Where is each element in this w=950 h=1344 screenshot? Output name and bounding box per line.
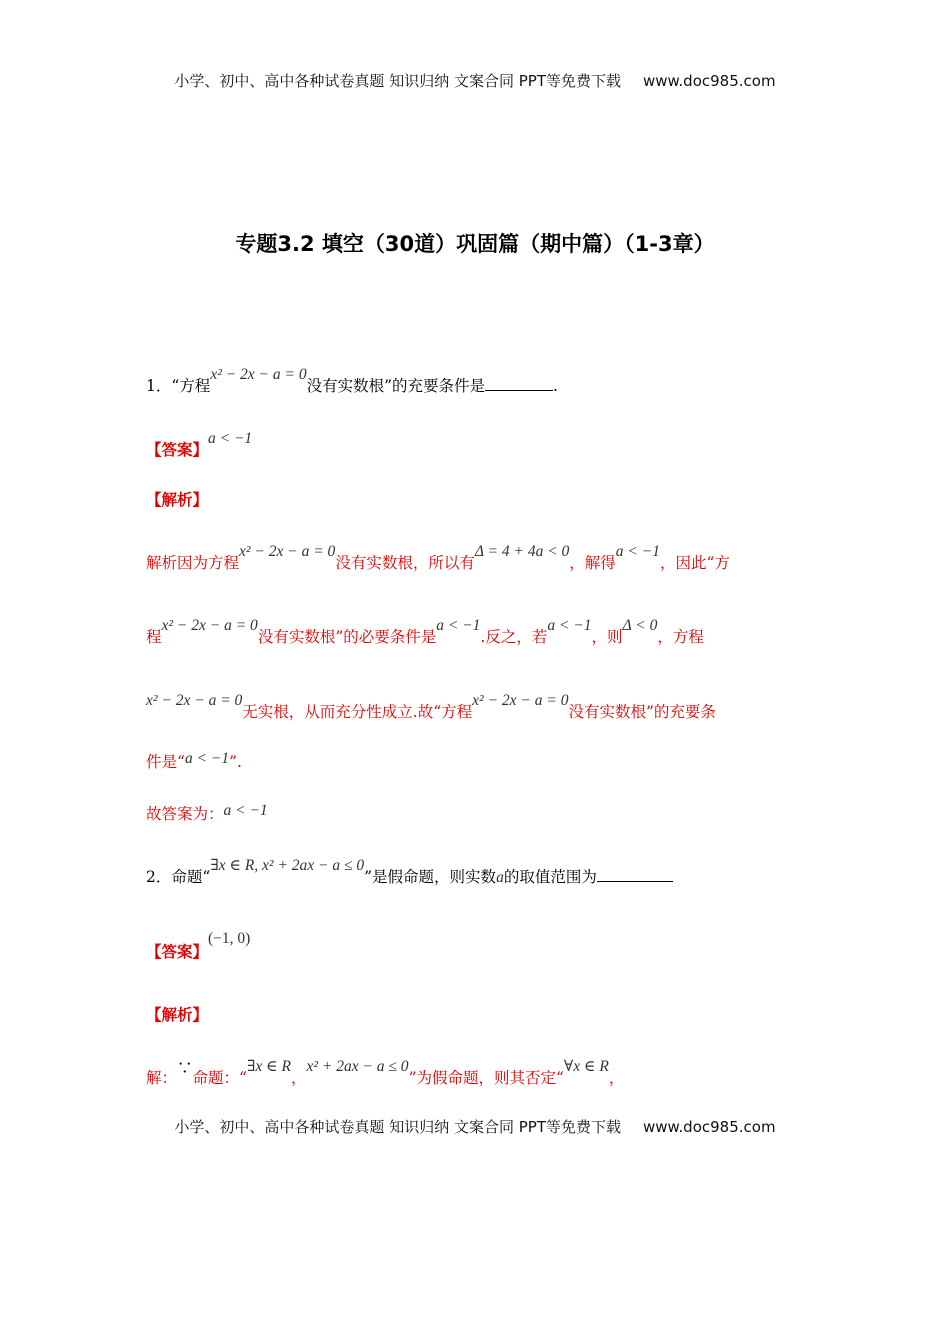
q2-number: 2． — [146, 868, 172, 886]
analysis-text: ，因此“方 — [659, 554, 730, 572]
q1-analysis-line-2 — [146, 617, 704, 647]
analysis-text: ， — [290, 1069, 307, 1087]
q1-text-2: 没有实数根”的充要条件是 — [306, 377, 486, 395]
q2-answer-line — [146, 930, 251, 962]
analysis-eq: a < −1 — [436, 617, 481, 634]
analysis-eq: a < −1 — [547, 617, 592, 634]
q1-analysis-line-4 — [146, 750, 242, 772]
analysis-eq: ∀x ∈ R — [563, 1058, 609, 1075]
analysis-label: 【解析】 — [146, 490, 209, 509]
analysis-text: 解析因为方程 — [146, 554, 240, 572]
q2-variable: a — [496, 869, 504, 886]
analysis-eq: Δ = 4 + 4a < 0 — [474, 543, 570, 560]
q1-number: 1． — [146, 377, 172, 395]
footer-site[interactable]: www.doc985.com — [642, 1118, 776, 1136]
analysis-text: ，解得 — [569, 554, 616, 572]
q2-analysis-label-line — [146, 1003, 208, 1025]
analysis-eq: Δ < 0 — [622, 617, 658, 634]
final-text: 故答案为： — [146, 805, 224, 823]
q1-answer: a < −1 — [208, 430, 253, 447]
answer-label: 【答案】 — [146, 942, 209, 961]
analysis-text: ，方程 — [657, 628, 704, 646]
analysis-text: ”为假命题，则其否定“ — [408, 1069, 564, 1087]
analysis-eq: x² − 2x − a = 0 — [146, 692, 243, 709]
analysis-eq: a < −1 — [184, 750, 230, 767]
q1-answer-line — [146, 430, 253, 460]
analysis-text: 程 — [146, 628, 162, 646]
analysis-text: 解： — [146, 1069, 178, 1087]
q2-text-3: 的取值范围为 — [503, 868, 597, 886]
q1-blank[interactable] — [485, 376, 553, 391]
analysis-eq: x² − 2x − a = 0 — [472, 692, 569, 709]
analysis-text: ”. — [229, 753, 242, 771]
q2-analysis-line-1 — [146, 1058, 625, 1088]
analysis-text: 命题：“ — [192, 1069, 247, 1087]
analysis-eq: ∃x ∈ R — [246, 1058, 291, 1075]
analysis-eq: x² − 2x − a = 0 — [161, 617, 258, 634]
q1-equation: x² − 2x − a = 0 — [210, 366, 307, 383]
analysis-text: .反之，若 — [480, 628, 548, 646]
analysis-eq: x² + 2ax − a ≤ 0 — [306, 1058, 409, 1075]
analysis-text: 没有实数根”的必要条件是 — [257, 628, 437, 646]
header-site[interactable]: www.doc985.com — [642, 72, 776, 90]
q2-equation: ∃x ∈ R, x² + 2ax − a ≤ 0 — [210, 857, 365, 874]
question-1 — [146, 366, 558, 396]
page-title: 专题3.2 填空（30道）巩固篇（期中篇）（1-3章） — [235, 232, 715, 256]
q1-final-answer — [146, 802, 268, 824]
q1-analysis-label-line — [146, 488, 208, 510]
q1-analysis-line-3 — [146, 692, 716, 722]
analysis-text: ，则 — [591, 628, 623, 646]
final-eq: a < −1 — [223, 802, 268, 819]
analysis-text: 没有实数根”的充要条 — [568, 703, 716, 721]
analysis-eq: a < −1 — [615, 543, 660, 560]
answer-label: 【答案】 — [146, 440, 209, 459]
q1-analysis-line-1 — [146, 543, 730, 573]
analysis-label: 【解析】 — [146, 1005, 209, 1024]
q2-answer: (−1, 0) — [208, 930, 251, 947]
analysis-text: ， — [608, 1069, 625, 1087]
question-2 — [146, 857, 673, 887]
q2-text: 命题“ — [171, 868, 211, 886]
because-symbol: ∵ — [177, 1059, 193, 1077]
analysis-text: 无实根，从而充分性成立.故“方程 — [242, 703, 473, 721]
q1-text: “方程 — [171, 377, 211, 395]
analysis-eq: x² − 2x − a = 0 — [239, 543, 336, 560]
page-footer — [0, 1116, 950, 1137]
analysis-text: 没有实数根，所以有 — [335, 554, 475, 572]
header-text: 小学、初中、高中各种试卷真题 知识归纳 文案合同 PPT等免费下载 — [174, 72, 621, 90]
q2-text-2: ”是假命题，则实数 — [364, 868, 497, 886]
page-header — [0, 70, 950, 91]
q2-blank[interactable] — [597, 867, 673, 882]
footer-text: 小学、初中、高中各种试卷真题 知识归纳 文案合同 PPT等免费下载 — [174, 1118, 621, 1136]
analysis-text: 件是“ — [146, 753, 185, 771]
q1-end: . — [553, 377, 558, 395]
